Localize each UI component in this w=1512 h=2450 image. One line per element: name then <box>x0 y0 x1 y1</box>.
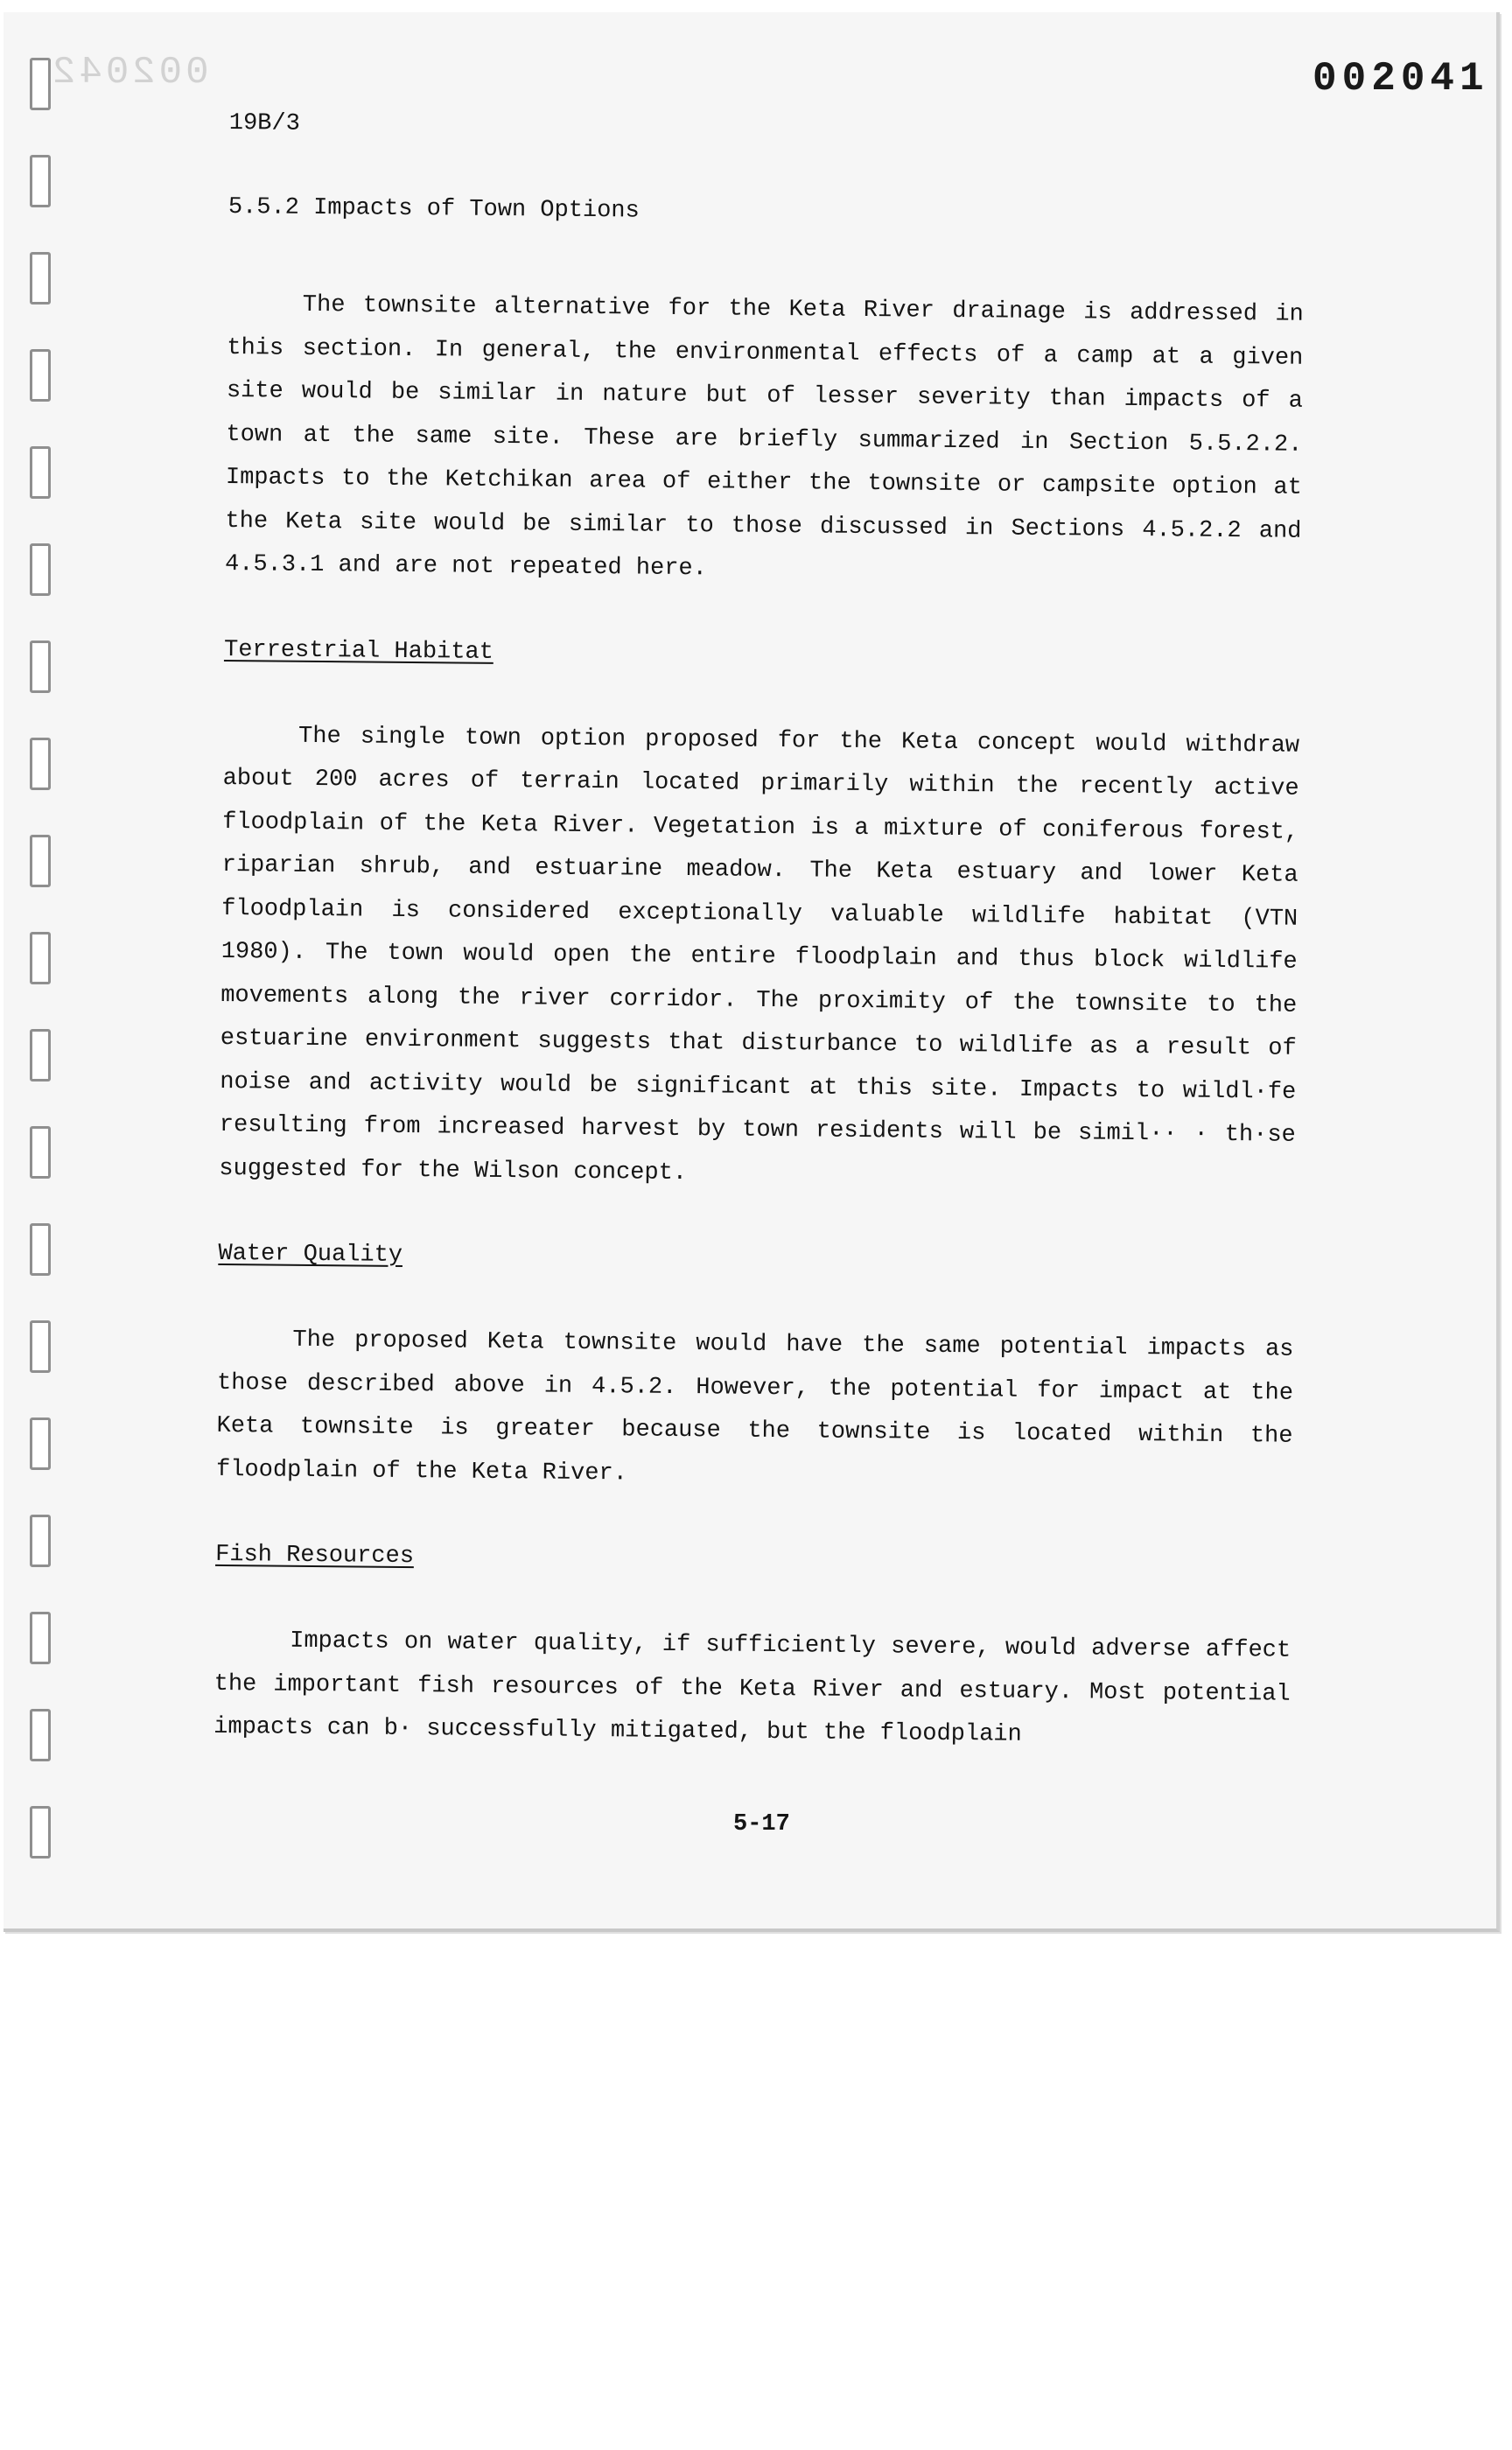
binder-hole <box>30 1515 51 1567</box>
subheading-water-quality: Water Quality <box>218 1240 403 1269</box>
binder-hole <box>30 1806 51 1858</box>
binder-hole <box>30 252 51 304</box>
subheading-terrestrial-habitat: Terrestrial Habitat <box>223 636 494 666</box>
binder-hole <box>30 640 51 693</box>
fish-resources-paragraph: Impacts on water quality, if sufficiently severe, would adverse affect the important fish resources of the Keta River and estuary. Most potential impacts can b· successfully mitigated, but the floodplain <box>214 1628 1292 1748</box>
binder-hole <box>30 349 51 402</box>
binder-hole <box>30 835 51 887</box>
binder-hole <box>30 932 51 984</box>
intro-paragraph: The townsite alternative for the Keta River drainage is addressed in this section. In general, the environmental effects of a camp at a given site would be similar in nature but of lesser severity than impacts of a town at the same site. These are briefly summarized in Section 5.5.2.2. Impacts to the Ketchikan area of either the townsite or campsite option at the Keta site would be similar to those discussed in Sections 4.5.2.2 and 4.5.3.1 and are not repeated here. <box>224 291 1304 583</box>
binder-hole <box>30 1029 51 1082</box>
terrestrial-habitat-paragraph: The single town option proposed for the Keta concept would withdraw about 200 acres of terrain located primarily within the recently active floodplain of the Keta River. Vegetation is a mixture of coniferous forest, riparian shrub, and estuarine meadow. The Keta estuary and lower Keta floodplain is considered exceptionally valuable wildlife habitat (VTN 1980). The town would open the entire floodplain and thus block wildlife movements along the river corridor. The proximity of the townsite to the estuarine environment suggests that disturbance to wildlife as a result of noise and activity would be significant at this site. Impacts to wildl·fe resulting from increased harvest by town residents will be simil·· · th·se suggested for the Wilson concept. <box>219 723 1300 1186</box>
page-number: 5-17 <box>733 1811 790 1838</box>
bleed-through-number: 002042 <box>49 51 209 94</box>
binder-hole <box>30 738 51 790</box>
binder-hole <box>30 1126 51 1179</box>
water-quality-paragraph: The proposed Keta townsite would have the same potential impacts as those described above in 4.5.2. However, the potential for impact at the Keta townsite is greater because the townsite is located within the floodplain of the Keta River. <box>215 1326 1294 1487</box>
binder-hole <box>30 155 51 207</box>
binder-hole <box>30 1612 51 1664</box>
binder-hole <box>30 58 51 110</box>
document-page <box>4 12 1500 1932</box>
binder-hole <box>30 446 51 499</box>
binder-hole <box>30 543 51 596</box>
document-stamp-number: 002041 <box>1312 56 1489 102</box>
binder-hole <box>30 1320 51 1373</box>
binder-hole <box>30 1418 51 1470</box>
document-body <box>214 108 1306 1760</box>
document-reference: 19B/3 <box>228 109 300 137</box>
binder-hole <box>30 1709 51 1761</box>
binder-hole <box>30 1223 51 1276</box>
subheading-fish-resources: Fish Resources <box>214 1541 415 1571</box>
section-heading: 5.5.2 Impacts of Town Options <box>228 193 640 225</box>
